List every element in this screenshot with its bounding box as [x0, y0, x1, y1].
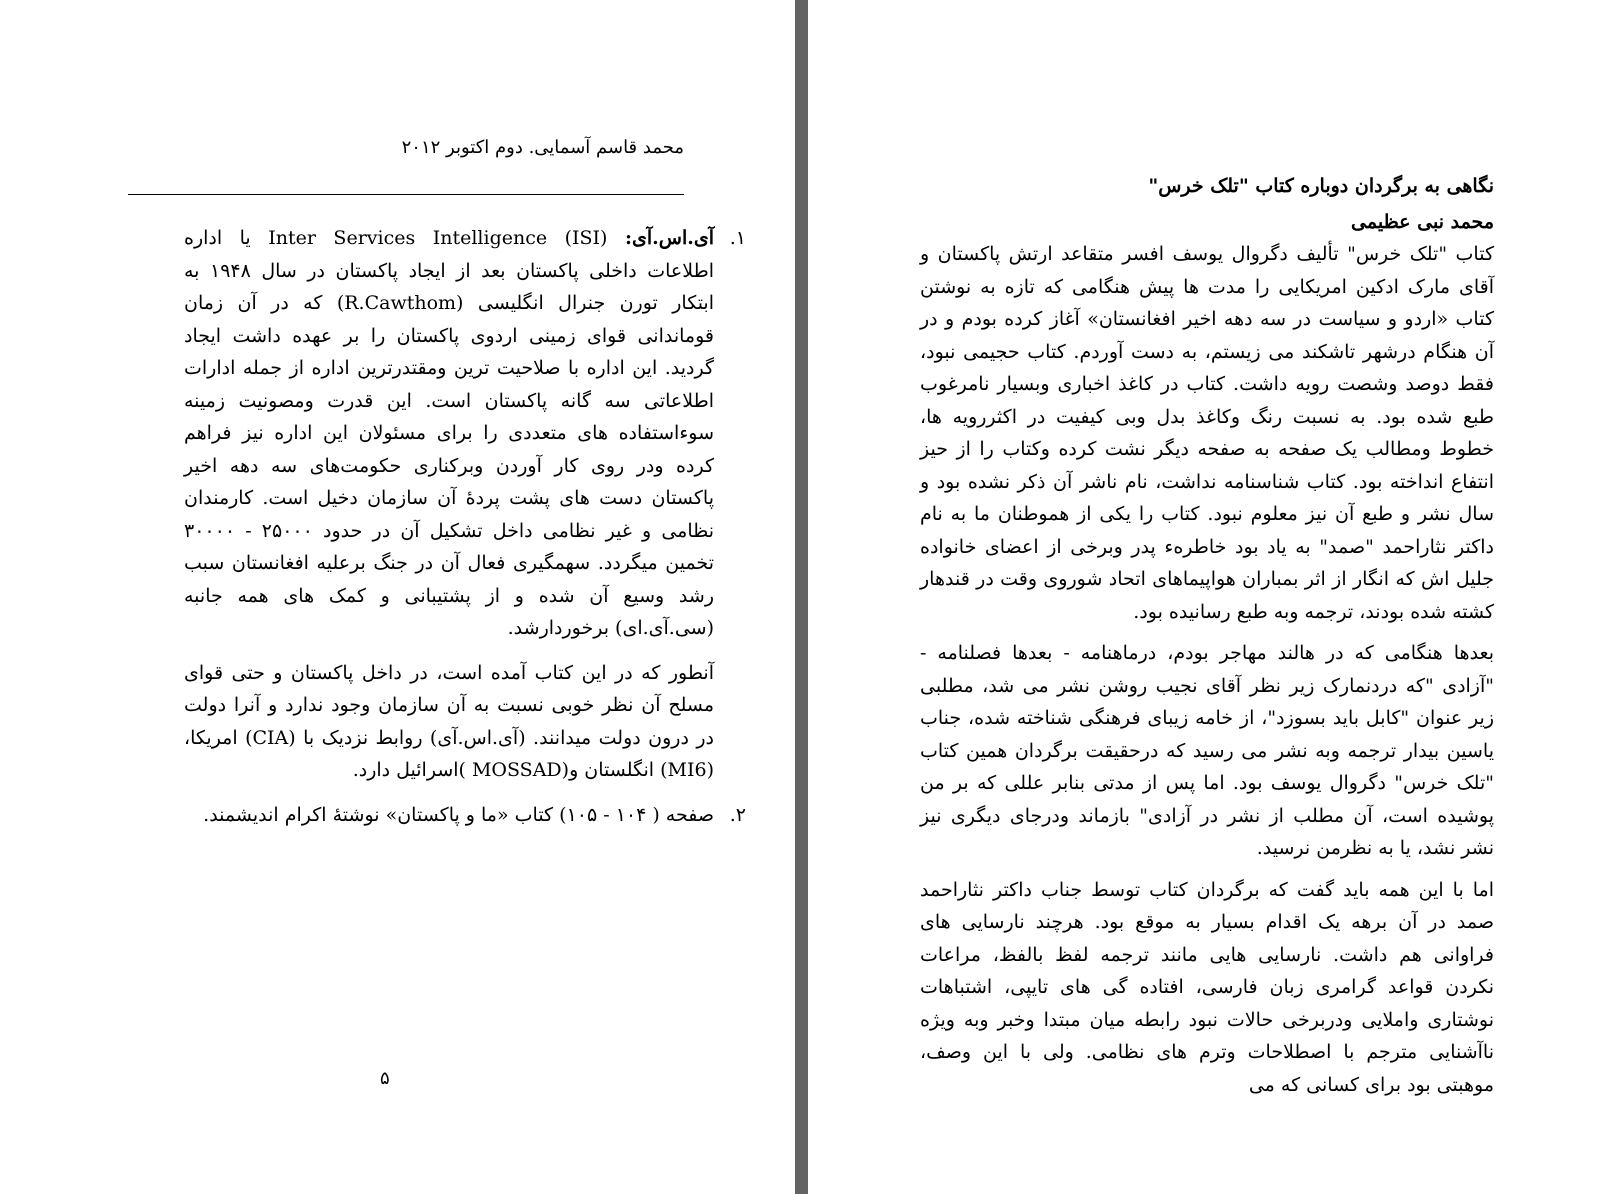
article-paragraph: بعدها هنگامی که در هالند مهاجر بودم، درماهنامه - بعدها فصلنامه - "آزادی "که دردنمارک زیر نظر آقای نجیب روشن نشر می شد، مطلبی زیر عنوان "کابل باید بسوزد"، از خامه زیبای فرهنگی شناخته شده، جناب یاسین بیدار ترجمه وبه نشر می رسید که درحقیقت برگردان همین کتاب "تلک خرس" دگروال یوسف بود. اما پس از مدتی بنابر عللی که بر من پوشیده است، آن مطلب از نشر در آزادی" بازماند ودرجای دیگری نیز نشر نشد، یا به نظرمن نرسید. [920, 642, 1494, 859]
article [920, 170, 1494, 1101]
footnote-text: صفحه ( ۱۰۴ - ۱۰۵) کتاب «ما و پاکستان» نوشتهٔ اکرام اندیشمند. [203, 803, 714, 826]
footnote-1 [184, 222, 746, 787]
page-number: ۵ [380, 1068, 390, 1089]
article-paragraph: اما با این همه باید گفت که برگردان کتاب توسط جناب داکتر نثاراحمد صمد در آن برهه یک اقدام بسیار به موقع بود. هرچند نارسایی های فراوانی هم داشت. نارسایی هایی مانند ترجمه لفظ بالفظ، مراعات نکردن قواعد گرامری زبان فارسی، افتاده گی های تایپی، اشتباهات نوشتاری واملایی ودربرخی حالات نبود رابطه میان مبتدا وخبر وبه ویژه ناآشنایی مترجم با اصطلاحات وترم های نظامی. ولی با این وصف، موهبتی بود برای کسانی که می [920, 878, 1495, 1096]
article-author: محمد نبی عظیمی [1351, 211, 1494, 233]
footnote-term: آی.اس.آی: [624, 227, 714, 249]
footnote-2 [184, 799, 746, 832]
footnote-text: Inter Services Intelligence (ISI) یا اداره اطلاعات داخلی پاکستان بعد از ایجاد پاکستان در سال ۱۹۴۸ به ابتکار تورن جنرال انگلیسی (R.Cawthom) که در آن زمان قوماندانی قوای زمینی اردوی پاکستان را بر عهده داشت ایجاد گردید. این اداره با صلاحیت ترین ومقتدرترین اداره از جمله ادارات اطلاعاتی سه گانه پاکستان است. این قدرت ومصونیت زمینه سوءاستفاده های متعددی را برای مسئولان این اداره نیز فراهم کرده ودر روی کار آوردن وبرکناری حکومت‌های سه دهه اخیر پاکستان دست های پشت پردهٔ آن سازمان دخیل است. کارمندان نظامی و غیر نظامی داخل تشکیل آن در حدود ۲۵۰۰۰ - ۳۰۰۰۰ تخمین میگردد. سهمگیری فعال آن در جنگ برعلیه افغانستان سبب رشد وسیع آن شده و از پشتیبانی و کمک های همه جانبه (سی.آی.ای) برخوردارشد. [184, 227, 715, 639]
footnotes [184, 222, 746, 831]
left-page [0, 0, 795, 1194]
article-paragraph: کتاب "تلک خرس" تألیف دگروال یوسف افسر متقاعد ارتش پاکستان و آقای مارک ادکین امریکایی را مدت ها پیش هنگامی که تازه به نوشتن کتاب «اردو و سیاست در سه دهه اخیر افغانستان» آغاز کرده بودم و در آن هنگام درشهر تاشکند می زیستم، به دست آوردم. کتاب حجیمی نبود، فقط دوصد وشصت رویه داشت. کتاب در کاغذ اخباری وبسیار نامرغوب طبع شده بود. به نسبت رنگ وکاغذ بدل وبی کیفیت در اکثررویه ها، خطوط ومطالب یک صفحه به صفحه دیگر نشت کرده وکتاب را از حیز انتفاع انداخته بود. کتاب شناسنامه نداشت، نام ناشر آن ذکر نشده بود و سال نشر و طبع آن نیز معلوم نبود. کتاب را یکی از هموطنان ما به نام داکتر نثاراحمد "صمد" به یاد بود خاطرهء پدر وبرخی از اعضای خانواده جلیل اش که انگار از اثر بمباران هواپیماهای اتحاد شوروی وقت در قندهار کشته شده بودند، ترجمه وبه طبع رسانیده بود. [920, 243, 1494, 623]
footnote-continuation: آنطور که در این کتاب آمده است، در داخل پاکستان و حتی قوای مسلح آن نظر خوبی نسبت به آن سازمان وجود ندارد و آنرا دولت در درون دولت میدانند. (آی.اس.آی) روابط نزدیک با (CIA) امریکا، (MI6) انگلستان و(MOSSAD )اسرائیل دارد. [184, 661, 714, 781]
footnote-number: ۱. [729, 227, 746, 249]
footnote-separator [128, 194, 684, 195]
footnote-header: محمد قاسم آسمایی. دوم اکتوبر ۲۰۱۲ [401, 137, 684, 158]
article-title: نگاهی به برگردان دوباره کتاب "تلک خرس" [1148, 175, 1494, 197]
book-spine [795, 0, 808, 1194]
footnote-number: ۲. [729, 803, 746, 826]
